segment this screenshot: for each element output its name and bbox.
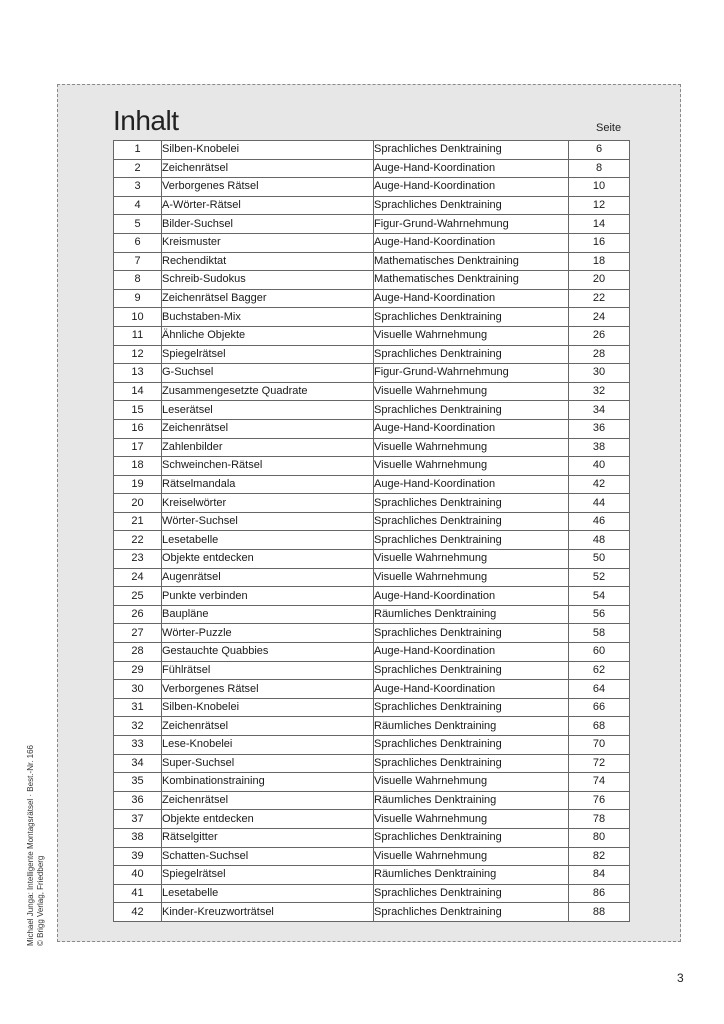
entry-page: 16 [569,233,630,252]
entry-page: 68 [569,717,630,736]
entry-number: 7 [114,252,162,271]
entry-number: 5 [114,215,162,234]
entry-title: Zeichenrätsel [162,717,374,736]
entry-category: Sprachliches Denktraining [374,141,569,160]
entry-title: Zusammengesetzte Quadrate [162,382,374,401]
entry-category: Visuelle Wahrnehmung [374,382,569,401]
table-row [114,754,630,773]
entry-number: 14 [114,382,162,401]
entry-category: Sprachliches Denktraining [374,661,569,680]
copyright-note [26,706,46,946]
entry-category: Visuelle Wahrnehmung [374,568,569,587]
table-row [114,178,630,197]
table-row [114,828,630,847]
entry-number: 26 [114,605,162,624]
entry-number: 27 [114,624,162,643]
entry-category: Sprachliches Denktraining [374,345,569,364]
table-row [114,884,630,903]
entry-number: 1 [114,141,162,160]
entry-page: 64 [569,680,630,699]
entry-title: Fühlrätsel [162,661,374,680]
entry-page: 72 [569,754,630,773]
entry-category: Visuelle Wahrnehmung [374,326,569,345]
entry-title: Schreib-Sudokus [162,271,374,290]
entry-page: 10 [569,178,630,197]
table-row [114,438,630,457]
table-row [114,791,630,810]
entry-title: Kombinationstraining [162,773,374,792]
entry-number: 38 [114,828,162,847]
entry-title: Zahlenbilder [162,438,374,457]
table-row [114,308,630,327]
entry-title: Objekte entdecken [162,550,374,569]
entry-page: 14 [569,215,630,234]
entry-category: Visuelle Wahrnehmung [374,810,569,829]
entry-title: A-Wörter-Rätsel [162,196,374,215]
table-row [114,196,630,215]
entry-title: Super-Suchsel [162,754,374,773]
entry-title: Spiegelrätsel [162,866,374,885]
table-row [114,587,630,606]
entry-number: 34 [114,754,162,773]
entry-category: Visuelle Wahrnehmung [374,550,569,569]
table-row [114,698,630,717]
entry-category: Visuelle Wahrnehmung [374,847,569,866]
entry-category: Visuelle Wahrnehmung [374,773,569,792]
entry-page: 42 [569,475,630,494]
entry-category: Räumliches Denktraining [374,791,569,810]
entry-number: 39 [114,847,162,866]
table-row [114,457,630,476]
entry-page: 80 [569,828,630,847]
page-number: 3 [677,971,684,985]
entry-title: Verborgenes Rätsel [162,680,374,699]
entry-category: Sprachliches Denktraining [374,494,569,513]
entry-title: Silben-Knobelei [162,698,374,717]
table-row [114,159,630,178]
entry-title: Schatten-Suchsel [162,847,374,866]
table-row [114,233,630,252]
table-row [114,475,630,494]
copyright-line-1: Michael Junga: Intelligente Montagsrätsel · Best.-Nr. 166 [26,745,35,946]
entry-page: 58 [569,624,630,643]
table-row [114,810,630,829]
entry-title: Kinder-Kreuzworträtsel [162,903,374,922]
entry-number: 24 [114,568,162,587]
entry-title: Schweinchen-Rätsel [162,457,374,476]
table-row [114,661,630,680]
entry-number: 3 [114,178,162,197]
table-row [114,215,630,234]
entry-page: 6 [569,141,630,160]
entry-title: Wörter-Puzzle [162,624,374,643]
entry-page: 54 [569,587,630,606]
entry-number: 32 [114,717,162,736]
entry-number: 37 [114,810,162,829]
entry-page: 88 [569,903,630,922]
entry-title: Leserätsel [162,401,374,420]
entry-title: Verborgenes Rätsel [162,178,374,197]
entry-page: 74 [569,773,630,792]
entry-page: 44 [569,494,630,513]
entry-page: 70 [569,736,630,755]
entry-title: Punkte verbinden [162,587,374,606]
entry-title: Objekte entdecken [162,810,374,829]
entry-number: 13 [114,364,162,383]
table-row [114,605,630,624]
entry-page: 20 [569,271,630,290]
table-row [114,680,630,699]
entry-number: 29 [114,661,162,680]
entry-number: 4 [114,196,162,215]
entry-category: Mathematisches Denktraining [374,271,569,290]
entry-category: Räumliches Denktraining [374,605,569,624]
entry-category: Mathematisches Denktraining [374,252,569,271]
entry-category: Auge-Hand-Koordination [374,587,569,606]
entry-number: 35 [114,773,162,792]
table-row [114,141,630,160]
page-title: Inhalt [113,105,179,136]
entry-title: Zeichenrätsel Bagger [162,289,374,308]
table-row [114,903,630,922]
entry-category: Visuelle Wahrnehmung [374,457,569,476]
entry-title: G-Suchsel [162,364,374,383]
entry-title: Spiegelrätsel [162,345,374,364]
entry-title: Gestauchte Quabbies [162,643,374,662]
entry-category: Sprachliches Denktraining [374,736,569,755]
entry-number: 19 [114,475,162,494]
entry-number: 8 [114,271,162,290]
entry-number: 22 [114,531,162,550]
entry-number: 36 [114,791,162,810]
page-column-label: Seite [596,122,622,134]
entry-title: Zeichenrätsel [162,419,374,438]
table-row [114,624,630,643]
entry-number: 17 [114,438,162,457]
entry-number: 10 [114,308,162,327]
entry-page: 66 [569,698,630,717]
entry-category: Sprachliches Denktraining [374,196,569,215]
entry-page: 62 [569,661,630,680]
entry-page: 22 [569,289,630,308]
table-row [114,717,630,736]
entry-page: 60 [569,643,630,662]
entry-category: Auge-Hand-Koordination [374,159,569,178]
entry-category: Auge-Hand-Koordination [374,233,569,252]
entry-page: 48 [569,531,630,550]
entry-page: 28 [569,345,630,364]
table-row [114,326,630,345]
entry-number: 6 [114,233,162,252]
entry-page: 32 [569,382,630,401]
entry-number: 25 [114,587,162,606]
entry-number: 15 [114,401,162,420]
entry-page: 76 [569,791,630,810]
entry-title: Ähnliche Objekte [162,326,374,345]
entry-category: Sprachliches Denktraining [374,308,569,327]
entry-category: Auge-Hand-Koordination [374,178,569,197]
entry-page: 26 [569,326,630,345]
table-row [114,773,630,792]
entry-category: Visuelle Wahrnehmung [374,438,569,457]
entry-number: 2 [114,159,162,178]
entry-title: Zeichenrätsel [162,791,374,810]
entry-page: 82 [569,847,630,866]
entry-number: 28 [114,643,162,662]
contents-table [113,140,630,922]
entry-category: Figur-Grund-Wahrnehmung [374,215,569,234]
entry-page: 12 [569,196,630,215]
entry-number: 30 [114,680,162,699]
table-row [114,419,630,438]
table-row [114,345,630,364]
entry-page: 52 [569,568,630,587]
entry-category: Sprachliches Denktraining [374,698,569,717]
entry-page: 36 [569,419,630,438]
copyright-line-2: © Brigg Verlag, Friedberg [36,855,45,946]
entry-category: Sprachliches Denktraining [374,531,569,550]
entry-title: Rätselgitter [162,828,374,847]
entry-category: Auge-Hand-Koordination [374,475,569,494]
entry-category: Sprachliches Denktraining [374,512,569,531]
entry-page: 86 [569,884,630,903]
entry-number: 21 [114,512,162,531]
entry-number: 42 [114,903,162,922]
entry-category: Räumliches Denktraining [374,866,569,885]
entry-page: 34 [569,401,630,420]
entry-number: 20 [114,494,162,513]
entry-page: 78 [569,810,630,829]
entry-title: Bilder-Suchsel [162,215,374,234]
entry-page: 50 [569,550,630,569]
entry-page: 56 [569,605,630,624]
entry-category: Räumliches Denktraining [374,717,569,736]
entry-title: Baupläne [162,605,374,624]
table-row [114,512,630,531]
entry-category: Auge-Hand-Koordination [374,289,569,308]
entry-page: 40 [569,457,630,476]
entry-category: Auge-Hand-Koordination [374,419,569,438]
entry-title: Zeichenrätsel [162,159,374,178]
entry-title: Buchstaben-Mix [162,308,374,327]
entry-number: 31 [114,698,162,717]
table-row [114,382,630,401]
entry-title: Silben-Knobelei [162,141,374,160]
entry-number: 33 [114,736,162,755]
entry-category: Sprachliches Denktraining [374,754,569,773]
entry-number: 12 [114,345,162,364]
entry-category: Auge-Hand-Koordination [374,680,569,699]
table-row [114,866,630,885]
entry-page: 8 [569,159,630,178]
table-row [114,531,630,550]
entry-title: Wörter-Suchsel [162,512,374,531]
entry-title: Rechendiktat [162,252,374,271]
table-row [114,847,630,866]
entry-category: Sprachliches Denktraining [374,903,569,922]
entry-number: 16 [114,419,162,438]
entry-page: 18 [569,252,630,271]
entry-number: 9 [114,289,162,308]
entry-title: Augenrätsel [162,568,374,587]
entry-title: Lese-Knobelei [162,736,374,755]
entry-page: 30 [569,364,630,383]
table-row [114,550,630,569]
entry-category: Sprachliches Denktraining [374,884,569,903]
table-row [114,736,630,755]
table-row [114,643,630,662]
entry-title: Rätselmandala [162,475,374,494]
entry-number: 40 [114,866,162,885]
table-row [114,252,630,271]
entry-page: 84 [569,866,630,885]
entry-number: 41 [114,884,162,903]
entry-category: Figur-Grund-Wahrnehmung [374,364,569,383]
entry-category: Sprachliches Denktraining [374,401,569,420]
entry-category: Auge-Hand-Koordination [374,643,569,662]
entry-category: Sprachliches Denktraining [374,828,569,847]
table-row [114,401,630,420]
contents-table-body [114,141,630,922]
entry-title: Lesetabelle [162,531,374,550]
entry-title: Kreismuster [162,233,374,252]
table-row [114,271,630,290]
entry-title: Kreiselwörter [162,494,374,513]
table-row [114,289,630,308]
entry-title: Lesetabelle [162,884,374,903]
table-row [114,568,630,587]
entry-number: 23 [114,550,162,569]
table-row [114,494,630,513]
entry-page: 38 [569,438,630,457]
entry-number: 11 [114,326,162,345]
entry-page: 24 [569,308,630,327]
table-row [114,364,630,383]
entry-page: 46 [569,512,630,531]
entry-category: Sprachliches Denktraining [374,624,569,643]
entry-number: 18 [114,457,162,476]
